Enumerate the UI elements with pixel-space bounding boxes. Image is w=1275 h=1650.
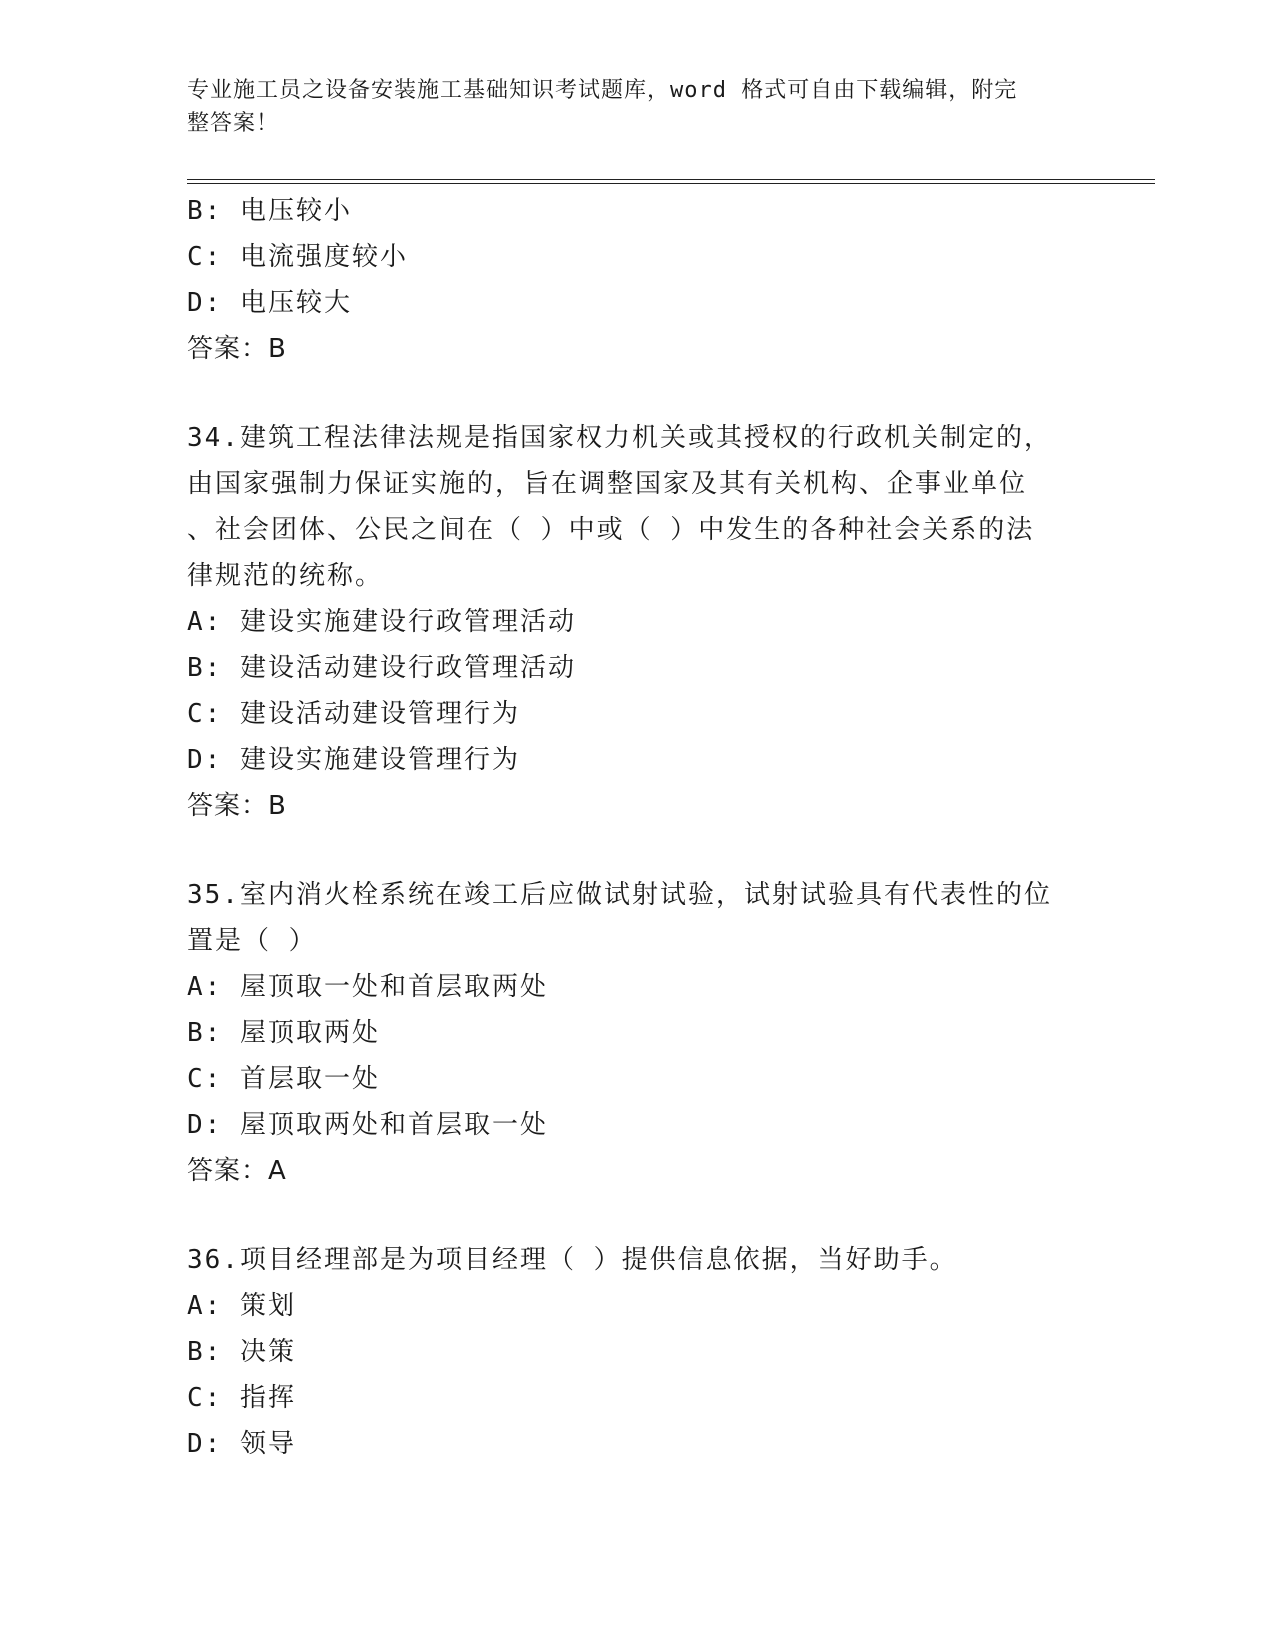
option-d: D: 屋顶取两处和首层取一处 — [187, 1110, 548, 1140]
question-gap — [187, 829, 1087, 872]
question-35 — [187, 872, 1087, 1194]
question-stem-line: 律规范的统称。 — [187, 561, 384, 591]
question-34 — [187, 415, 1087, 829]
answer-line: 答案：B — [187, 334, 287, 364]
option-c: C: 首层取一处 — [187, 1064, 380, 1094]
header-divider-bottom — [187, 183, 1155, 184]
option-b: B: 电压较小 — [187, 196, 352, 226]
option-a: A: 建设实施建设行政管理活动 — [187, 607, 576, 637]
option-c: C: 指挥 — [187, 1383, 296, 1413]
option-b: B: 建设活动建设行政管理活动 — [187, 653, 576, 683]
option-a: A: 策划 — [187, 1291, 296, 1321]
option-a: A: 屋顶取一处和首层取两处 — [187, 972, 548, 1002]
question-36 — [187, 1237, 1087, 1467]
option-c: C: 建设活动建设管理行为 — [187, 699, 520, 729]
option-d: D: 建设实施建设管理行为 — [187, 745, 520, 775]
header-line-2: 整答案！ — [187, 111, 280, 136]
question-stem-line: 35.室内消火栓系统在竣工后应做试射试验，试射试验具有代表性的位 — [187, 880, 1052, 910]
question-content — [187, 188, 1087, 1467]
question-33-tail — [187, 188, 1087, 372]
question-gap — [187, 1194, 1087, 1237]
header-line-1: 专业施工员之设备安装施工基础知识考试题库，word 格式可自由下载编辑，附完 — [187, 78, 1018, 103]
option-b: B: 屋顶取两处 — [187, 1018, 380, 1048]
question-stem-line: 、社会团体、公民之间在（ ）中或（ ）中发生的各种社会关系的法 — [187, 515, 1035, 545]
question-stem-line: 36.项目经理部是为项目经理（ ）提供信息依据，当好助手。 — [187, 1245, 958, 1275]
header-divider-top — [187, 179, 1155, 180]
question-gap — [187, 372, 1087, 415]
answer-line: 答案：A — [187, 1156, 287, 1186]
question-stem-line: 34.建筑工程法律法规是指国家权力机关或其授权的行政机关制定的， — [187, 423, 1052, 453]
option-c: C: 电流强度较小 — [187, 242, 408, 272]
option-b: B: 决策 — [187, 1337, 296, 1367]
option-d: D: 领导 — [187, 1429, 296, 1459]
document-header — [187, 74, 1067, 140]
question-stem-line: 由国家强制力保证实施的，旨在调整国家及其有关机构、企事业单位 — [187, 469, 1028, 499]
answer-line: 答案：B — [187, 791, 287, 821]
question-stem-line: 置是（ ） — [187, 926, 317, 956]
option-d: D: 电压较大 — [187, 288, 352, 318]
